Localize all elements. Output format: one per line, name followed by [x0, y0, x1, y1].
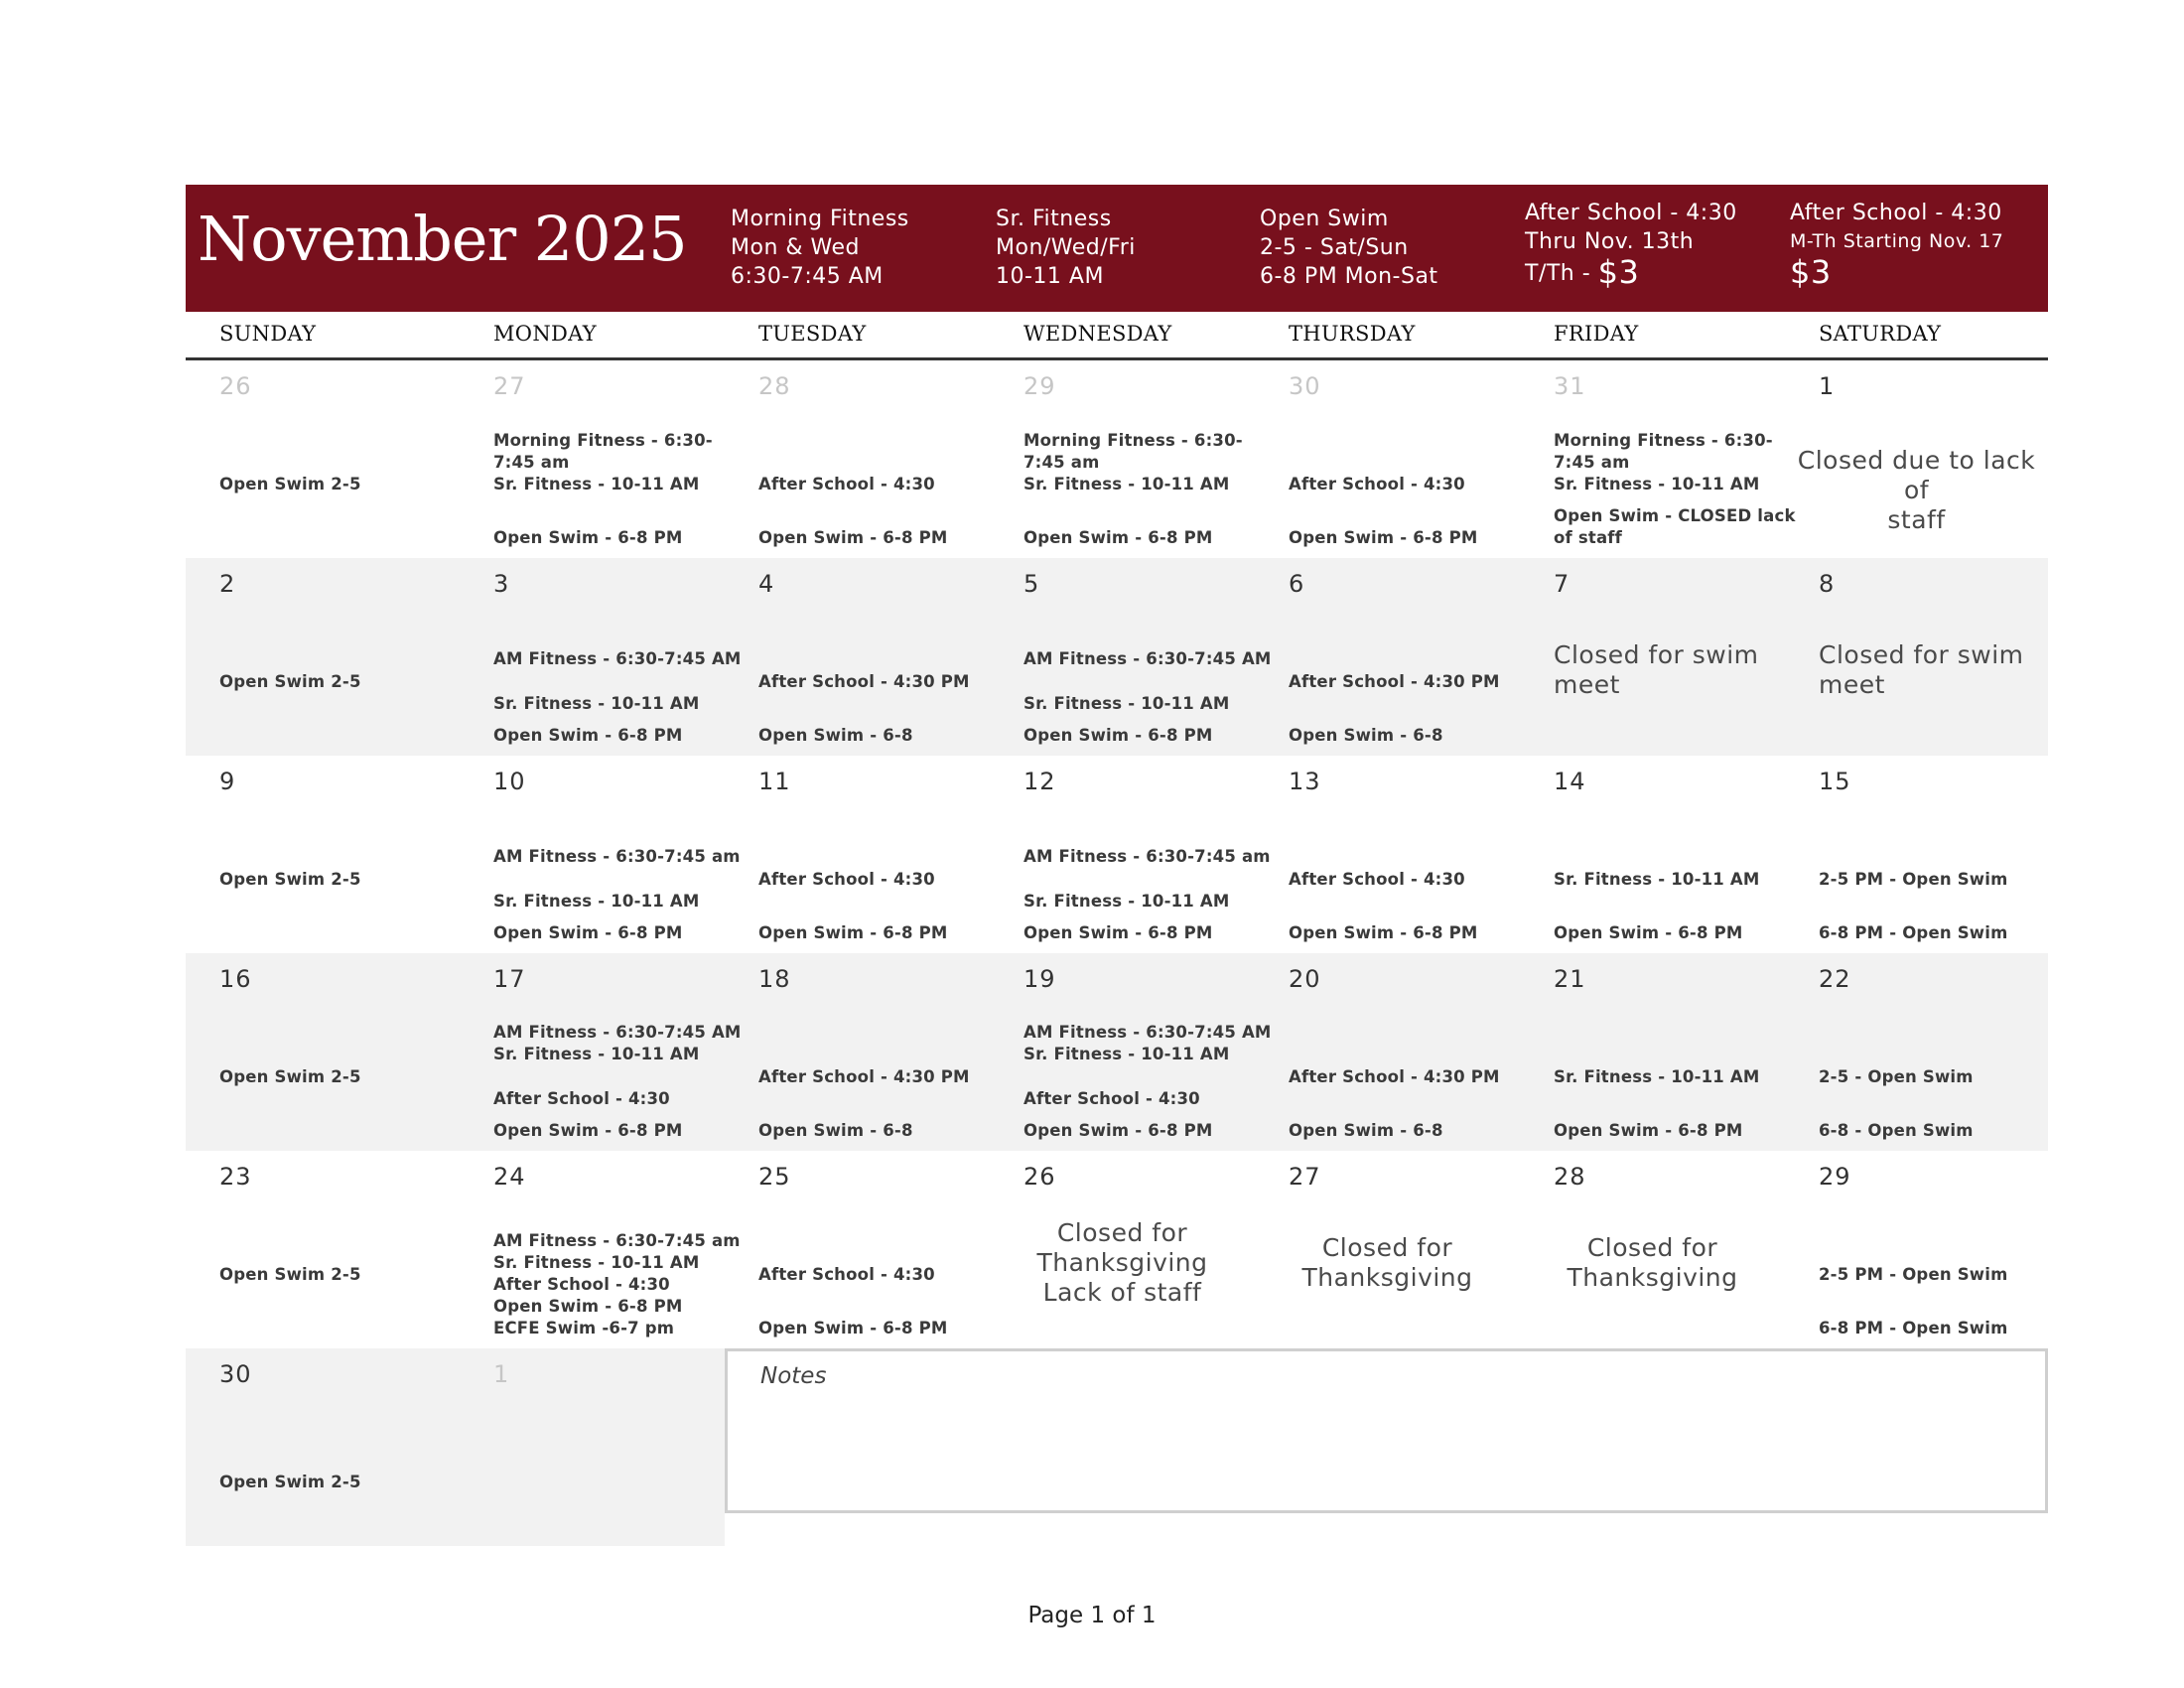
day-number: 6	[1289, 570, 1305, 598]
day-number: 8	[1819, 570, 1836, 598]
event-line: Sr. Fitness - 10-11 AM	[1024, 475, 1230, 493]
info-line: 2-5 - Sat/Sun	[1260, 235, 1409, 260]
day-number: 13	[1289, 768, 1321, 795]
day-number: 16	[219, 965, 252, 993]
event-entry	[493, 891, 700, 913]
event-entry	[758, 1318, 948, 1339]
day-cell[interactable]	[186, 360, 460, 558]
day-cell[interactable]	[1785, 1151, 2048, 1348]
day-cell[interactable]	[990, 558, 1272, 756]
event-entry	[1289, 474, 1465, 495]
info-line: Open Swim	[1260, 207, 1389, 231]
event-line: 2-5 PM - Open Swim	[1819, 1265, 2008, 1284]
event-line: 6-8 - Open Swim	[1819, 1121, 1974, 1140]
closure-line: Closed for	[1586, 1233, 1718, 1262]
after-school-info-2	[1790, 199, 2004, 291]
header-banner	[186, 185, 2048, 312]
closure-notice	[1785, 446, 2048, 535]
day-cell[interactable]	[725, 360, 990, 558]
event-entry	[1819, 1318, 2008, 1339]
day-cell[interactable]	[725, 756, 990, 953]
event-entry	[219, 671, 361, 693]
price: $3	[1790, 253, 1832, 291]
event-line: Open Swim - 6-8 PM	[1024, 528, 1213, 547]
info-line: T/Th -	[1525, 261, 1598, 286]
event-line: 2-5 PM - Open Swim	[1819, 870, 2008, 889]
day-number: 2	[219, 570, 236, 598]
info-line: After School - 4:30	[1790, 201, 2002, 225]
day-number: 10	[493, 768, 526, 795]
closure-line: Closed for swim	[1819, 640, 2024, 669]
event-entry	[1289, 1066, 1500, 1088]
info-line: 6-8 PM Mon-Sat	[1260, 264, 1438, 289]
calendar-grid	[186, 360, 2048, 1511]
day-number: 19	[1024, 965, 1056, 993]
event-line: Sr. Fitness - 10-11 AM	[1024, 892, 1230, 911]
event-line: Sr. Fitness - 10-11 AM	[1024, 1045, 1230, 1063]
event-line: Open Swim 2-5	[219, 475, 361, 493]
event-line: AM Fitness - 6:30-7:45 AM	[1024, 649, 1272, 668]
day-cell[interactable]	[1785, 953, 2048, 1151]
event-line: After School - 4:30	[758, 870, 935, 889]
event-line: Open Swim - 6-8 PM	[1289, 923, 1478, 942]
day-cell[interactable]	[186, 1151, 460, 1348]
event-line: Morning Fitness - 6:30-	[1024, 431, 1243, 450]
day-cell[interactable]	[460, 756, 741, 953]
event-line: Open Swim - 6-8 PM	[493, 726, 683, 745]
event-entry	[1024, 527, 1213, 549]
event-line: Open Swim - 6-8 PM	[758, 528, 948, 547]
event-entry	[1024, 922, 1213, 944]
event-entry	[493, 1022, 742, 1065]
day-number: 26	[1024, 1163, 1056, 1191]
event-line: Open Swim - 6-8 PM	[493, 923, 683, 942]
event-entry	[1819, 922, 2008, 944]
closure-line: Thanksgiving	[1301, 1263, 1473, 1292]
event-line: AM Fitness - 6:30-7:45 am	[493, 847, 741, 866]
closure-line: Thanksgiving	[1567, 1263, 1738, 1292]
event-entry	[1024, 1120, 1213, 1142]
info-line: 10-11 AM	[996, 264, 1104, 289]
event-entry	[758, 1120, 913, 1142]
event-entry	[493, 846, 741, 868]
event-line: After School - 4:30	[493, 1089, 670, 1108]
day-number: 9	[219, 768, 236, 795]
day-cell[interactable]	[1255, 756, 1520, 953]
event-line: Sr. Fitness - 10-11 AM	[1024, 694, 1230, 713]
info-line: Thru Nov. 13th	[1525, 229, 1695, 254]
info-line: Mon/Wed/Fri	[996, 235, 1136, 260]
event-line: Sr. Fitness - 10-11 AM	[1554, 870, 1760, 889]
event-line: Open Swim - 6-8 PM	[1289, 528, 1478, 547]
closure-notice	[1255, 1233, 1520, 1293]
calendar-page	[186, 185, 2048, 1511]
event-line: Morning Fitness - 6:30-	[493, 431, 713, 450]
day-number: 25	[758, 1163, 791, 1191]
weekday-sunday: SUNDAY	[219, 322, 317, 346]
day-cell[interactable]	[460, 1348, 725, 1546]
event-line: After School - 4:30	[1289, 475, 1465, 493]
day-number: 26	[219, 372, 252, 400]
closure-line: staff	[1887, 505, 1946, 534]
event-line: Sr. Fitness - 10-11 AM	[493, 1253, 700, 1272]
closure-line: Closed for swim	[1554, 640, 1759, 669]
event-entry	[758, 671, 970, 693]
day-cell[interactable]	[1520, 360, 1796, 558]
event-line: Open Swim - 6-8 PM	[493, 1297, 683, 1316]
event-line: Open Swim - 6-8 PM	[1554, 923, 1743, 942]
event-entry	[1024, 1088, 1200, 1110]
event-line: AM Fitness - 6:30-7:45 AM	[1024, 1023, 1272, 1042]
day-cell[interactable]	[186, 953, 460, 1151]
event-entry	[493, 1230, 741, 1339]
event-entry	[1289, 1120, 1443, 1142]
day-number: 29	[1024, 372, 1056, 400]
day-number: 28	[758, 372, 791, 400]
event-entry	[1554, 430, 1773, 495]
weekday-thursday: THURSDAY	[1289, 322, 1416, 346]
event-entry	[1554, 869, 1760, 891]
event-entry	[1819, 869, 2008, 891]
event-line: 2-5 - Open Swim	[1819, 1067, 1974, 1086]
info-line: After School - 4:30	[1525, 201, 1737, 225]
day-number: 11	[758, 768, 791, 795]
event-line: Open Swim - CLOSED lack	[1554, 506, 1796, 525]
day-cell[interactable]	[460, 1151, 741, 1348]
event-line: Sr. Fitness - 10-11 AM	[493, 892, 700, 911]
weekday-wednesday: WEDNESDAY	[1024, 322, 1172, 346]
event-line: Open Swim - 6-8 PM	[1554, 1121, 1743, 1140]
event-entry	[1024, 693, 1230, 715]
day-number: 7	[1554, 570, 1570, 598]
closure-line: Thanksgiving	[1036, 1248, 1208, 1277]
closure-line: meet	[1554, 670, 1620, 699]
day-cell[interactable]	[990, 756, 1271, 953]
info-line: Morning Fitness	[731, 207, 909, 231]
event-entry	[1024, 725, 1213, 747]
day-number: 18	[758, 965, 791, 993]
event-line: Sr. Fitness - 10-11 AM	[493, 1045, 700, 1063]
event-entry	[1024, 1022, 1272, 1065]
day-cell[interactable]	[1785, 558, 2048, 756]
event-entry	[1024, 891, 1230, 913]
week-row	[186, 1151, 2048, 1348]
event-entry	[493, 693, 700, 715]
day-cell[interactable]	[1255, 953, 1520, 1151]
week-row	[186, 756, 2048, 953]
event-entry	[1554, 505, 1796, 549]
event-line: Open Swim - 6-8	[758, 1121, 913, 1140]
weekday-header	[186, 312, 2048, 360]
event-entry	[758, 922, 948, 944]
day-cell[interactable]	[990, 953, 1272, 1151]
day-number: 3	[493, 570, 510, 598]
day-number: 4	[758, 570, 775, 598]
event-line: Open Swim - 6-8	[1289, 1121, 1443, 1140]
day-number: 14	[1554, 768, 1586, 795]
day-cell[interactable]	[1520, 756, 1785, 953]
event-entry	[1819, 1120, 1974, 1142]
event-entry	[758, 527, 948, 549]
event-entry	[493, 922, 683, 944]
weekday-monday: MONDAY	[493, 322, 597, 346]
closure-line: meet	[1819, 670, 1885, 699]
event-line: AM Fitness - 6:30-7:45 am	[493, 1231, 741, 1250]
closure-line: Closed for	[1321, 1233, 1453, 1262]
after-school-info-1	[1525, 199, 1737, 291]
event-entry	[493, 1120, 683, 1142]
day-number: 1	[1819, 372, 1836, 400]
closure-notice	[1819, 640, 2024, 700]
event-line: After School - 4:30 PM	[758, 1067, 970, 1086]
day-cell[interactable]	[1785, 360, 2048, 558]
day-cell[interactable]	[1520, 558, 1785, 756]
closure-line: Closed due to lack of	[1797, 446, 2036, 504]
info-line: 6:30-7:45 AM	[731, 264, 884, 289]
event-entry	[758, 474, 935, 495]
day-number: 1	[493, 1360, 510, 1388]
weekday-tuesday: TUESDAY	[758, 322, 867, 346]
event-line: Sr. Fitness - 10-11 AM	[1554, 1067, 1760, 1086]
closure-line: Closed for	[1056, 1218, 1188, 1247]
closure-notice	[1554, 640, 1759, 700]
day-cell[interactable]	[1255, 360, 1520, 558]
price: $3	[1597, 253, 1640, 291]
info-line: M-Th Starting Nov. 17	[1790, 230, 2004, 252]
event-line: Open Swim - 6-8	[758, 726, 913, 745]
day-number: 30	[1289, 372, 1321, 400]
event-entry	[219, 1264, 361, 1286]
event-entry	[219, 1472, 361, 1493]
day-cell[interactable]	[186, 558, 460, 756]
event-entry	[1554, 922, 1743, 944]
closure-notice	[990, 1218, 1255, 1308]
event-line: Open Swim 2-5	[219, 1067, 361, 1086]
info-line: Mon & Wed	[731, 235, 860, 260]
info-line: Sr. Fitness	[996, 207, 1112, 231]
event-entry	[1289, 922, 1478, 944]
page-footer: Page 1 of 1	[1027, 1603, 1157, 1628]
day-number: 12	[1024, 768, 1056, 795]
event-line: Open Swim 2-5	[219, 870, 361, 889]
notes-label: Notes	[760, 1363, 827, 1389]
event-line: Open Swim 2-5	[219, 1473, 361, 1491]
event-entry	[1289, 725, 1443, 747]
day-number: 23	[219, 1163, 252, 1191]
event-entry	[1024, 846, 1271, 868]
event-line: Open Swim - 6-8 PM	[758, 923, 948, 942]
day-number: 27	[493, 372, 526, 400]
event-entry	[758, 725, 913, 747]
event-line: AM Fitness - 6:30-7:45 AM	[493, 1023, 742, 1042]
event-line: AM Fitness - 6:30-7:45 AM	[493, 649, 742, 668]
sr-fitness-info	[996, 205, 1136, 291]
weekday-friday: FRIDAY	[1554, 322, 1639, 346]
week-row	[186, 1348, 725, 1546]
day-cell[interactable]	[1520, 1151, 1785, 1348]
event-entry	[219, 1066, 361, 1088]
event-entry	[1289, 671, 1500, 693]
event-line: After School - 4:30	[758, 1265, 935, 1284]
event-entry	[1289, 869, 1465, 891]
day-cell[interactable]	[990, 1151, 1255, 1348]
day-number: 20	[1289, 965, 1321, 993]
event-line: Open Swim - 6-8 PM	[1024, 923, 1213, 942]
day-cell[interactable]	[725, 953, 990, 1151]
event-line: Sr. Fitness - 10-11 AM	[1554, 475, 1760, 493]
day-cell[interactable]	[1785, 756, 2048, 953]
event-line: Open Swim - 6-8	[1289, 726, 1443, 745]
day-number: 15	[1819, 768, 1851, 795]
open-swim-info	[1260, 205, 1438, 291]
event-line: After School - 4:30	[1024, 1089, 1200, 1108]
event-line: After School - 4:30	[1289, 870, 1465, 889]
notes-box[interactable]	[725, 1348, 2048, 1513]
event-line: 6-8 PM - Open Swim	[1819, 923, 2008, 942]
week-row	[186, 360, 2048, 558]
event-entry	[493, 725, 683, 747]
event-entry	[1289, 527, 1478, 549]
event-line: Open Swim - 6-8 PM	[493, 528, 683, 547]
closure-notice	[1520, 1233, 1785, 1293]
morning-fitness-info	[731, 205, 909, 291]
week-row	[186, 953, 2048, 1151]
event-entry	[1819, 1264, 2008, 1286]
event-line: After School - 4:30	[493, 1275, 670, 1294]
event-line: of staff	[1554, 528, 1623, 547]
event-entry	[1024, 648, 1272, 670]
day-number: 24	[493, 1163, 526, 1191]
weekday-saturday: SATURDAY	[1819, 322, 1942, 346]
event-line: Sr. Fitness - 10-11 AM	[493, 475, 700, 493]
event-line: Open Swim - 6-8 PM	[493, 1121, 683, 1140]
day-cell[interactable]	[186, 1348, 460, 1546]
event-entry	[493, 648, 742, 670]
closure-line: Lack of staff	[1042, 1278, 1202, 1307]
day-number: 29	[1819, 1163, 1851, 1191]
event-line: After School - 4:30 PM	[1289, 672, 1500, 691]
event-entry	[758, 869, 935, 891]
day-cell[interactable]	[1255, 1151, 1520, 1348]
event-line: AM Fitness - 6:30-7:45 am	[1024, 847, 1271, 866]
day-number: 22	[1819, 965, 1851, 993]
event-entry	[758, 1264, 935, 1286]
day-cell[interactable]	[460, 558, 742, 756]
event-entry	[1024, 430, 1243, 495]
day-number: 21	[1554, 965, 1586, 993]
event-entry	[493, 1088, 670, 1110]
week-row	[186, 558, 2048, 756]
day-number: 30	[219, 1360, 252, 1388]
event-line: After School - 4:30 PM	[758, 672, 970, 691]
event-line: 6-8 PM - Open Swim	[1819, 1319, 2008, 1337]
event-line: 7:45 am	[493, 453, 570, 472]
event-line: Open Swim 2-5	[219, 672, 361, 691]
day-cell[interactable]	[1255, 558, 1520, 756]
day-cell[interactable]	[725, 558, 990, 756]
day-cell[interactable]	[460, 360, 725, 558]
day-cell[interactable]	[1520, 953, 1785, 1151]
event-line: Morning Fitness - 6:30-	[1554, 431, 1773, 450]
day-cell[interactable]	[186, 756, 460, 953]
event-line: Open Swim - 6-8 PM	[758, 1319, 948, 1337]
day-cell[interactable]	[990, 360, 1255, 558]
event-line: Open Swim 2-5	[219, 1265, 361, 1284]
event-entry	[758, 1066, 970, 1088]
day-cell[interactable]	[725, 1151, 990, 1348]
event-line: Open Swim - 6-8 PM	[1024, 726, 1213, 745]
event-line: After School - 4:30 PM	[1289, 1067, 1500, 1086]
event-entry	[219, 869, 361, 891]
event-line: Open Swim - 6-8 PM	[1024, 1121, 1213, 1140]
event-line: 7:45 am	[1554, 453, 1630, 472]
day-number: 27	[1289, 1163, 1321, 1191]
event-line: After School - 4:30	[758, 475, 935, 493]
day-number: 28	[1554, 1163, 1586, 1191]
day-number: 17	[493, 965, 526, 993]
event-line: ECFE Swim -6-7 pm	[493, 1319, 675, 1337]
event-entry	[1554, 1066, 1760, 1088]
event-entry	[1819, 1066, 1974, 1088]
day-cell[interactable]	[460, 953, 742, 1151]
event-line: 7:45 am	[1024, 453, 1100, 472]
event-entry	[1554, 1120, 1743, 1142]
event-entry	[219, 474, 361, 495]
event-entry	[493, 430, 713, 495]
event-entry	[493, 527, 683, 549]
day-number: 31	[1554, 372, 1586, 400]
event-line: Sr. Fitness - 10-11 AM	[493, 694, 700, 713]
month-title: November 2025	[198, 203, 687, 275]
day-number: 5	[1024, 570, 1040, 598]
